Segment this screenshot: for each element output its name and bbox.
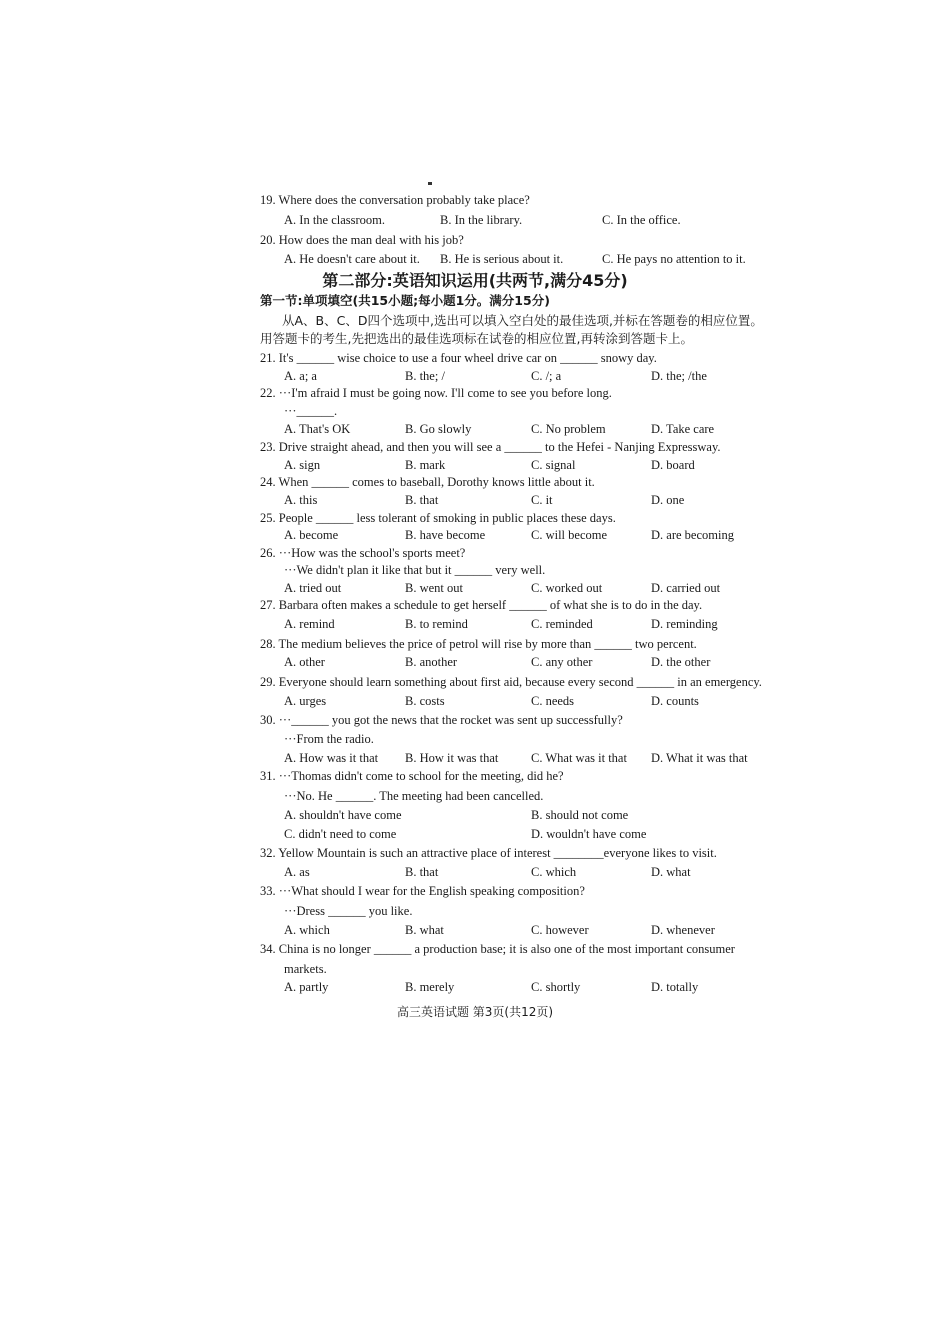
option: A. as [284,865,310,879]
option: D. What it was that [651,751,748,765]
option: B. How it was that [405,751,499,765]
scan-speck [428,182,432,185]
question-stem: 26. ···How was the school's sports meet? [260,546,466,560]
option: C. What was it that [531,751,627,765]
question-stem: 30. ···______ you got the news that the rocket was sent up successfully? [260,713,623,727]
option: A. He doesn't care about it. [284,252,420,266]
option: B. that [405,493,439,507]
option: B. He is serious about it. [440,252,564,266]
option: B. to remind [405,617,468,631]
option: B. what [405,923,444,937]
option: C. shortly [531,980,581,994]
section-title: 第一节:单项填空(共15小题;每小题1分。满分15分) [260,293,550,308]
option: A. other [284,655,325,669]
question-stem-continued: markets. [284,962,327,976]
page-footer: 高三英语试题 第3页(共12页) [396,1005,554,1019]
option: C. which [531,865,577,879]
option: B. that [405,865,439,879]
option: B. the; / [405,369,445,383]
instruction-line: 从A、B、C、D四个选项中,选出可以填入空白处的最佳选项,并标在答题卷的相应位置。 [282,313,763,328]
option: B. Go slowly [405,422,472,436]
option: B. costs [405,694,445,708]
question-stem: 25. People ______ less tolerant of smoking in public places these days. [260,511,616,525]
part-title: 第二部分:英语知识运用(共两节,满分45分) [322,271,628,290]
option: C. however [531,923,589,937]
option: A. How was it that [284,751,379,765]
option: A. In the classroom. [284,213,386,227]
option: C. didn't need to come [284,827,397,841]
question-stem: 27. Barbara often makes a schedule to get herself ______ of what she is to do in the day. [260,598,703,612]
option: A. a; a [284,369,317,383]
option: B. In the library. [440,213,523,227]
option: D. reminding [651,617,718,631]
option: D. whenever [651,923,715,937]
option: A. tried out [284,581,342,595]
option: B. should not come [531,808,629,822]
option: A. shouldn't have come [284,808,402,822]
option: D. the; /the [651,369,707,383]
question-stem: 29. Everyone should learn something about first aid, because every second ______ in an emergency. [260,675,762,689]
question-stem: 21. It's ______ wise choice to use a four wheel drive car on ______ snowy day. [260,351,657,365]
question-stem-continued: ···We didn't plan it like that but it ______ very well. [284,563,546,577]
option: C. /; a [531,369,562,383]
question-stem: 19. Where does the conversation probably take place? [260,193,530,207]
option: B. have become [405,528,486,542]
option: A. That's OK [284,422,351,436]
option: C. signal [531,458,576,472]
question-stem: 23. Drive straight ahead, and then you will see a ______ to the Hefei - Nanjing Expressway. [260,440,721,454]
option: C. any other [531,655,593,669]
option: A. become [284,528,339,542]
question-stem: 20. How does the man deal with his job? [260,233,464,247]
question-stem-continued: ···______. [284,404,338,418]
option: D. wouldn't have come [531,827,647,841]
option: A. partly [284,980,329,994]
question-stem-continued: ···From the radio. [284,732,374,746]
option: B. went out [405,581,463,595]
option: A. sign [284,458,321,472]
question-stem: 31. ···Thomas didn't come to school for the meeting, did he? [260,769,564,783]
option: D. the other [651,655,711,669]
question-stem: 34. China is no longer ______ a production base; it is also one of the most important consumer [260,942,735,956]
question-stem: 32. Yellow Mountain is such an attractive place of interest ________everyone likes to visit. [260,846,717,860]
option: D. Take care [651,422,715,436]
option: D. what [651,865,691,879]
option: C. it [531,493,553,507]
question-stem: 24. When ______ comes to baseball, Dorothy knows little about it. [260,475,595,489]
option: C. worked out [531,581,603,595]
option: B. merely [405,980,455,994]
option: C. reminded [531,617,593,631]
question-stem: 33. ···What should I wear for the English speaking composition? [260,884,585,898]
question-stem: 28. The medium believes the price of petrol will rise by more than ______ two percent. [260,637,697,651]
option: A. urges [284,694,327,708]
option: D. carried out [651,581,721,595]
option: D. one [651,493,685,507]
question-stem-continued: ···Dress ______ you like. [284,904,413,918]
option: C. He pays no attention to it. [602,252,746,266]
option: C. will become [531,528,608,542]
option: D. board [651,458,695,472]
question-stem-continued: ···No. He ______. The meeting had been cancelled. [284,789,544,803]
option: B. another [405,655,458,669]
option: B. mark [405,458,446,472]
option: C. In the office. [602,213,681,227]
option: D. are becoming [651,528,734,542]
option: C. needs [531,694,575,708]
question-stem: 22. ···I'm afraid I must be going now. I'll come to see you before long. [260,386,612,400]
option: D. totally [651,980,699,994]
option: A. which [284,923,330,937]
option: D. counts [651,694,699,708]
instruction-line: 用答题卡的考生,先把选出的最佳选项标在试卷的相应位置,再转涂到答题卡上。 [260,331,693,346]
option: A. this [284,493,318,507]
option: C. No problem [531,422,606,436]
option: A. remind [284,617,335,631]
